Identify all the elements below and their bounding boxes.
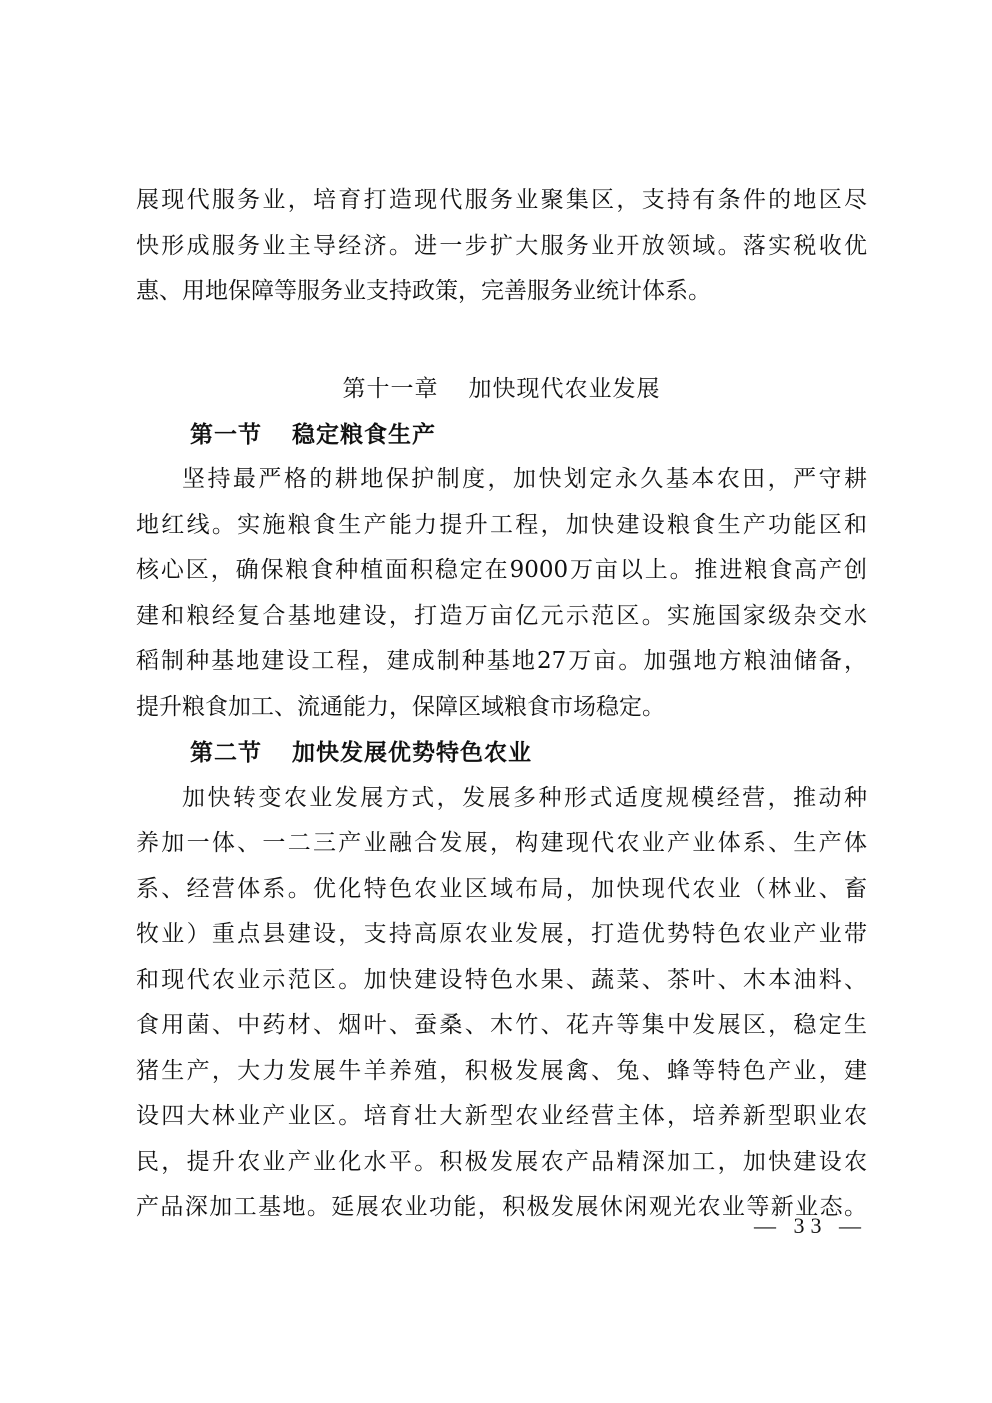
section-title: 加快发展优势特色农业 xyxy=(292,739,532,766)
text-line: 加快转变农业发展方式，发展多种形式适度规模经营，推动种 xyxy=(182,784,867,811)
text-line: 提升粮食加工、流通能力，保障区域粮食市场稳定。 xyxy=(136,693,665,720)
chapter-title: 加快现代农业发展 xyxy=(468,375,661,402)
text-line: 快形成服务业主导经济。进一步扩大服务业开放领域。落实税收优 xyxy=(136,232,867,259)
page-number: — 33 — xyxy=(754,1213,867,1238)
text-line: 展现代服务业，培育打造现代服务业聚集区，支持有条件的地区尽 xyxy=(136,187,867,213)
section-number: 第二节 xyxy=(190,739,262,766)
document-body xyxy=(136,178,867,1231)
section-heading-2 xyxy=(136,730,867,776)
text-line: 猪生产，大力发展牛羊养殖，积极发展禽、兔、蜂等特色产业，建 xyxy=(136,1057,867,1084)
text-line: 系、经营体系。优化特色农业区域布局，加快现代农业（林业、畜 xyxy=(136,875,867,902)
text-line: 核心区，确保粮食种植面积稳定在9000万亩以上。推进粮食高产创 xyxy=(136,557,867,583)
text-line: 惠、用地保障等服务业支持政策，完善服务业统计体系。 xyxy=(136,278,711,304)
text-line: 食用菌、中药材、烟叶、蚕桑、木竹、花卉等集中发展区，稳定生 xyxy=(136,1012,867,1038)
text-line: 民，提升农业产业化水平。积极发展农产品精深加工，加快建设农 xyxy=(136,1148,867,1175)
text-line: 产品深加工基地。延展农业功能，积极发展休闲观光农业等新业态。 xyxy=(136,1194,867,1220)
text-line: 设四大林业产业区。培育壮大新型农业经营主体，培养新型职业农 xyxy=(136,1103,867,1129)
text-line: 坚持最严格的耕地保护制度，加快划定永久基本农田，严守耕 xyxy=(182,466,867,492)
text-line: 养加一体、一二三产业融合发展，构建现代农业产业体系、生产体 xyxy=(136,830,867,856)
text-line: 和现代农业示范区。加快建设特色水果、蔬菜、茶叶、木本油料、 xyxy=(136,966,867,993)
section-heading-1 xyxy=(136,412,867,458)
paragraph-agriculture xyxy=(136,776,867,1231)
paragraph-grain xyxy=(136,457,867,730)
section-title: 稳定粮食生产 xyxy=(292,420,436,448)
section-number: 第一节 xyxy=(190,420,262,448)
paragraph-services xyxy=(136,178,867,315)
chapter-heading xyxy=(136,367,867,412)
text-line: 地红线。实施粮食生产能力提升工程，加快建设粮食生产功能区和 xyxy=(136,511,867,538)
chapter-number: 第十一章 xyxy=(342,375,439,402)
text-line: 稻制种基地建设工程，建成制种基地27万亩。加强地方粮油储备， xyxy=(136,648,867,674)
text-line: 建和粮经复合基地建设，打造万亩亿元示范区。实施国家级杂交水 xyxy=(136,602,867,629)
text-line: 牧业）重点县建设，支持高原农业发展，打造优势特色农业产业带 xyxy=(136,921,867,947)
